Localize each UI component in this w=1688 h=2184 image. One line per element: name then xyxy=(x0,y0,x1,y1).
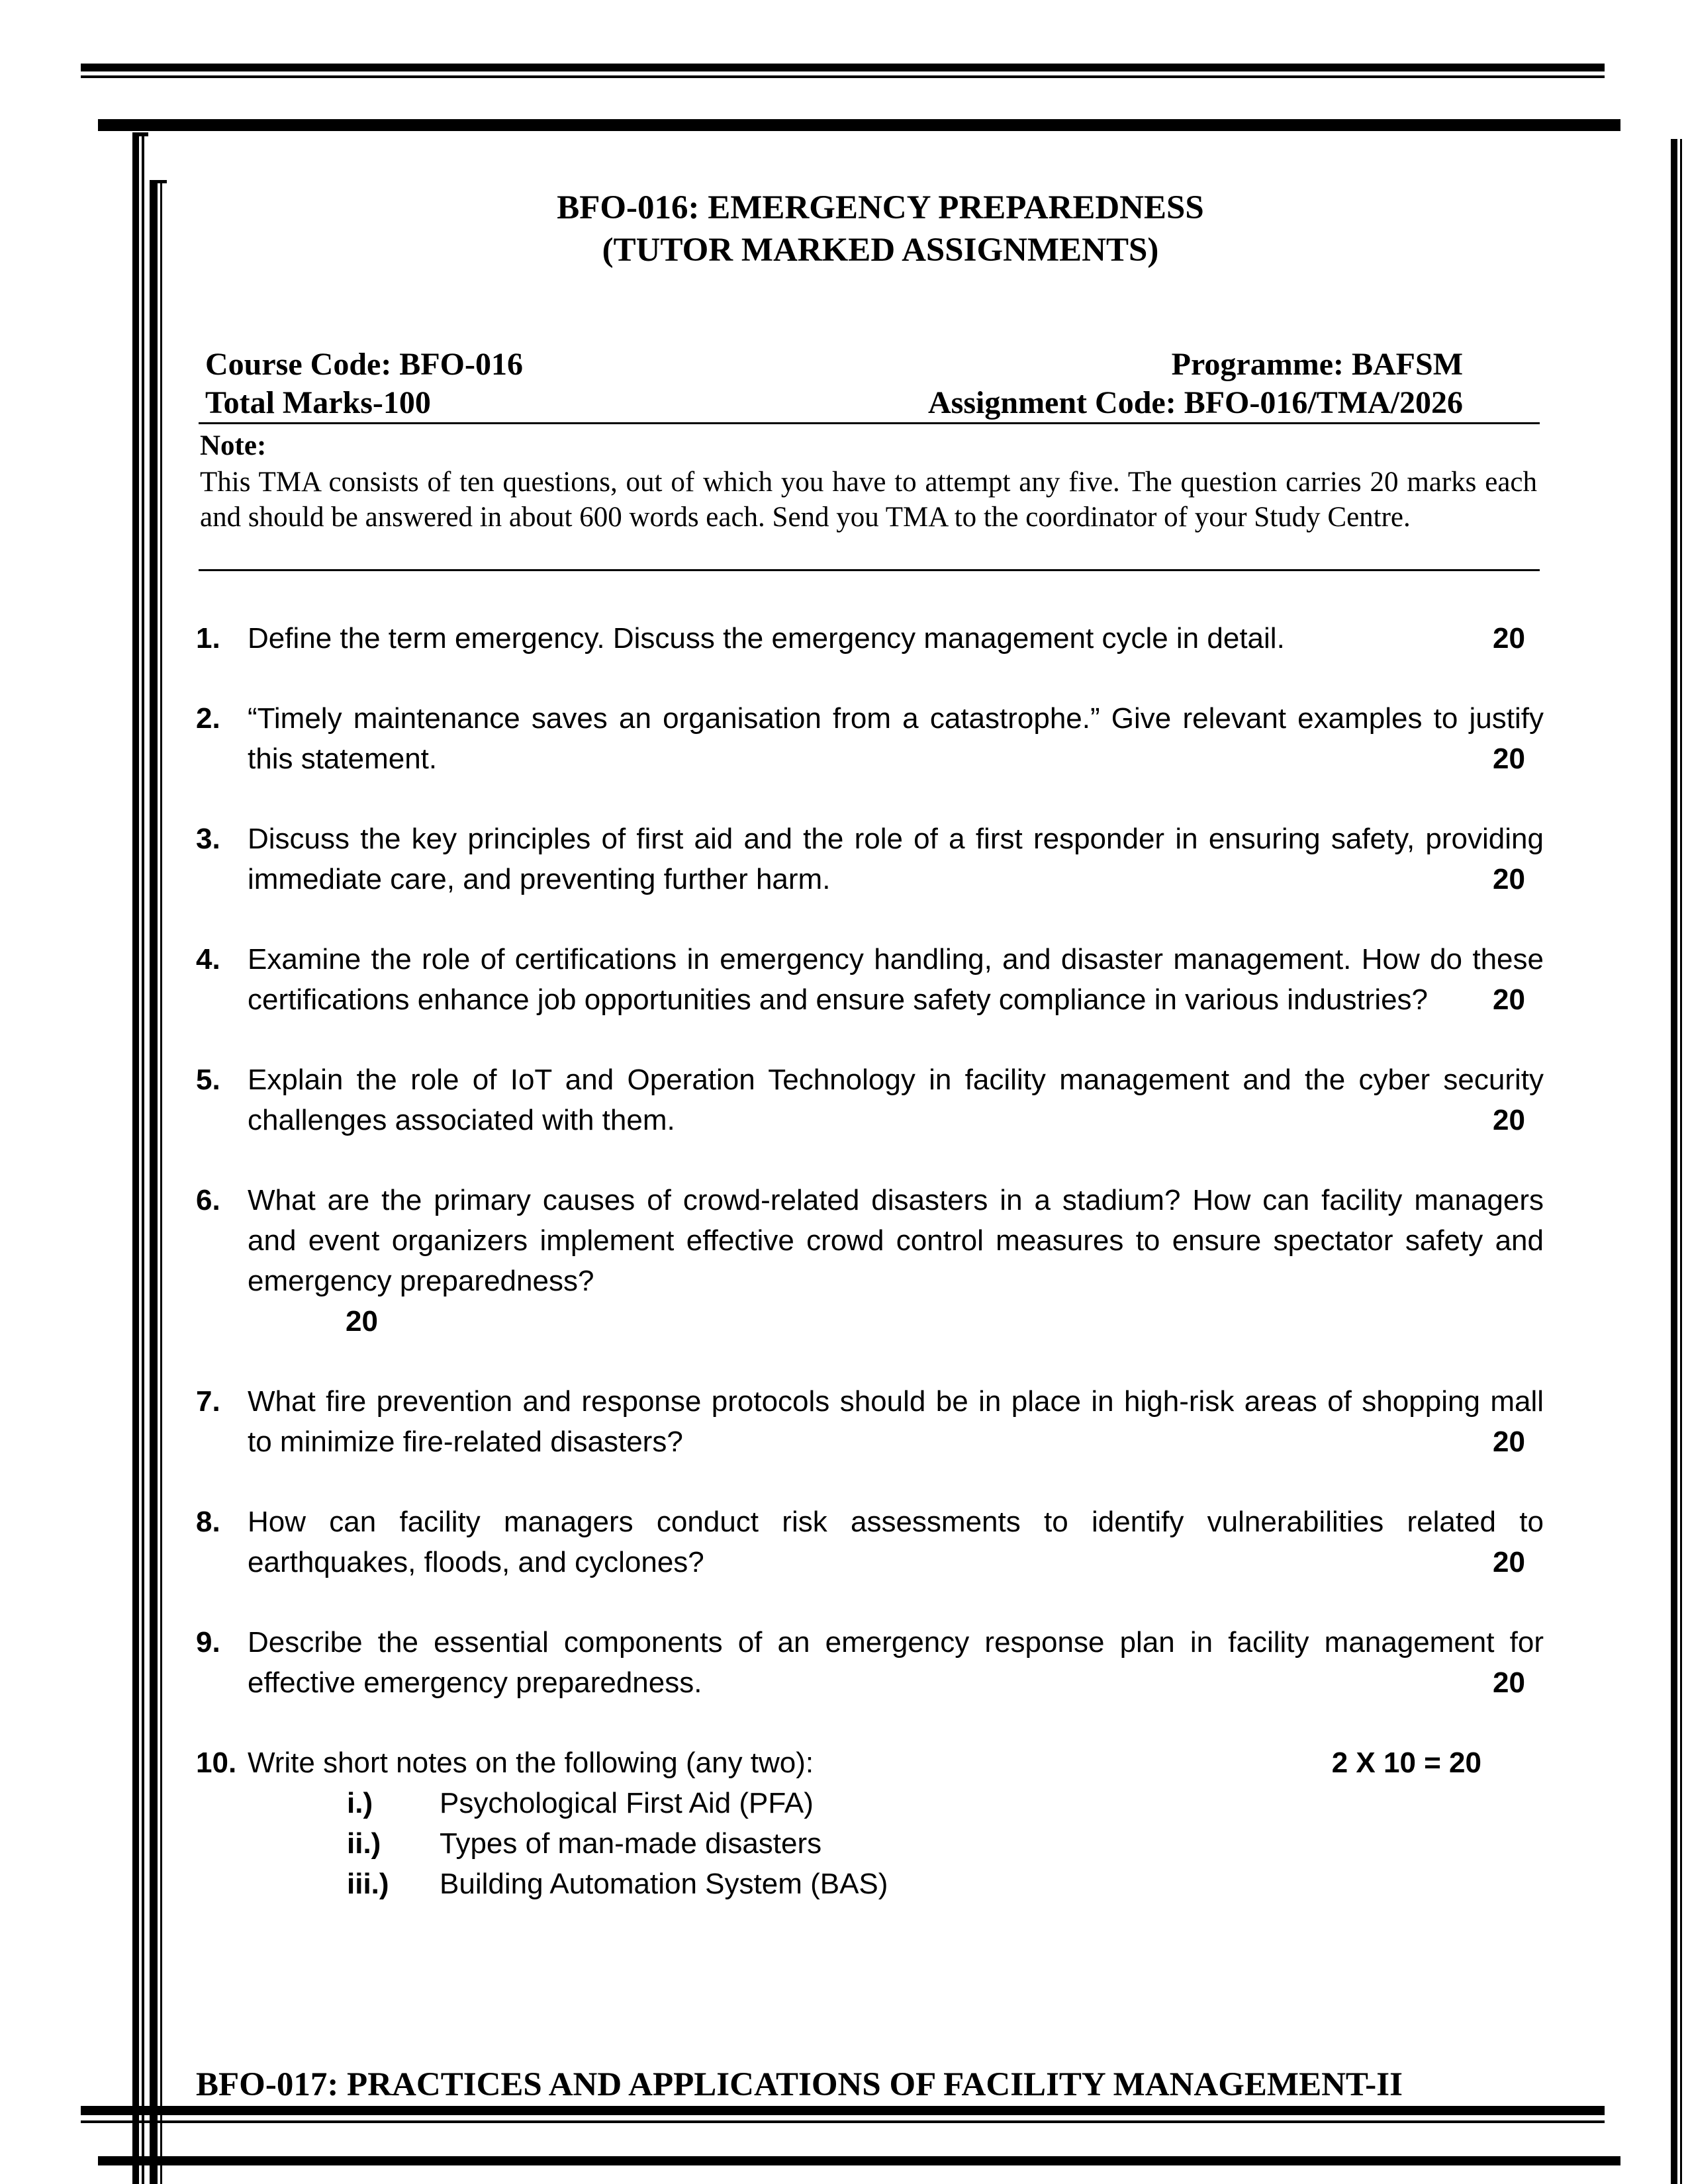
question-number: 3. xyxy=(196,823,220,855)
question-marks: 20 xyxy=(1493,1546,1525,1578)
question-3 xyxy=(196,819,1544,899)
question-text: Write short notes on the following (any two): xyxy=(248,1747,814,1779)
bottom-border-rule-thin xyxy=(81,2120,1605,2123)
question-number: 9. xyxy=(196,1626,220,1659)
sub-question-list xyxy=(248,1783,1544,1904)
next-course-title: BFO-017: PRACTICES AND APPLICATIONS OF FACILITY MANAGEMENT-II xyxy=(196,2066,1403,2103)
question-marks: 20 xyxy=(346,1305,378,1338)
question-8 xyxy=(196,1502,1544,1582)
question-text: Describe the essential components of an emergency response plan in facility management for effective emergency preparedness. xyxy=(248,1626,1544,1699)
page-title: BFO-016: EMERGENCY PREPAREDNESS xyxy=(557,189,1204,226)
question-number: 5. xyxy=(196,1064,220,1096)
question-number: 10. xyxy=(196,1747,237,1779)
sub-question xyxy=(347,1864,1544,1904)
right-border-rule xyxy=(1671,139,1677,2184)
question-6 xyxy=(196,1180,1544,1342)
question-marks: 20 xyxy=(1493,983,1525,1016)
top-border-rule-thin xyxy=(81,75,1605,78)
sub-question-number: ii.) xyxy=(347,1827,381,1860)
inner-bottom-border-rule xyxy=(98,2156,1620,2165)
bottom-border-rule xyxy=(81,2106,1605,2115)
divider xyxy=(199,569,1540,571)
sub-question-number: i.) xyxy=(347,1787,373,1819)
question-text: “Timely maintenance saves an organisation from a catastrophe.” Give relevant examples to justify this statement. xyxy=(248,702,1544,775)
question-text: How can facility managers conduct risk assessments to identify vulnerabilities related to earthquakes, floods, and cyclones? xyxy=(248,1506,1544,1578)
course-code: Course Code: BFO-016 xyxy=(205,347,523,382)
inner-top-border-rule xyxy=(98,119,1620,131)
sub-question-text: Types of man-made disasters xyxy=(440,1827,822,1860)
question-number: 8. xyxy=(196,1506,220,1538)
question-4 xyxy=(196,939,1544,1020)
question-10 xyxy=(196,1743,1544,1904)
question-marks: 2 X 10 = 20 xyxy=(1331,1747,1481,1779)
page-subtitle: (TUTOR MARKED ASSIGNMENTS) xyxy=(602,232,1159,269)
left-border-rule xyxy=(132,132,139,2184)
question-number: 6. xyxy=(196,1184,220,1216)
question-text: What fire prevention and response protocols should be in place in high-risk areas of shopping mall to minimize fire-related disasters? xyxy=(248,1385,1544,1458)
question-text: Explain the role of IoT and Operation Technology in facility management and the cyber security challenges associated with them. xyxy=(248,1064,1544,1136)
question-number: 2. xyxy=(196,702,220,735)
inner-border-corner xyxy=(150,180,167,183)
total-marks: Total Marks-100 xyxy=(205,385,431,420)
question-number: 4. xyxy=(196,943,220,976)
border-corner xyxy=(132,132,148,136)
question-marks: 20 xyxy=(1493,1104,1525,1136)
question-2 xyxy=(196,698,1544,779)
note-text: This TMA consists of ten questions, out of which you have to attempt any five. The question carries 20 marks each and should be answered in about 600 words each. Send you TMA to the coordinator of your Study Centre. xyxy=(200,467,1537,533)
assignment-code: Assignment Code: BFO-016/TMA/2026 xyxy=(928,385,1463,420)
question-text: Discuss the key principles of first aid and the role of a first responder in ensuring safety, providing immediate care, and preventing further harm. xyxy=(248,823,1544,895)
right-border-rule-thin xyxy=(1680,139,1682,2184)
question-marks: 20 xyxy=(1493,1426,1525,1458)
sub-question-text: Psychological First Aid (PFA) xyxy=(440,1787,814,1819)
question-marks: 20 xyxy=(1493,1666,1525,1699)
question-5 xyxy=(196,1060,1544,1140)
question-1 xyxy=(196,618,1544,659)
meta-row-1 xyxy=(205,345,1463,384)
meta-row-2 xyxy=(205,384,1463,422)
sub-question xyxy=(347,1783,1544,1823)
inner-left-border-rule xyxy=(150,180,158,2184)
question-9 xyxy=(196,1622,1544,1703)
question-list xyxy=(196,618,1544,1944)
divider xyxy=(199,422,1540,424)
question-marks: 20 xyxy=(1493,622,1525,655)
question-marks: 20 xyxy=(1493,743,1525,775)
question-number: 7. xyxy=(196,1385,220,1418)
programme: Programme: BAFSM xyxy=(1171,347,1463,382)
top-border-rule xyxy=(81,64,1605,71)
question-text: What are the primary causes of crowd-related disasters in a stadium? How can facility managers and event organizers implement effective crowd control measures to ensure spectator safety and emergency preparedness? xyxy=(248,1184,1544,1297)
question-number: 1. xyxy=(196,622,220,655)
document-heading xyxy=(199,187,1562,271)
question-text: Examine the role of certifications in emergency handling, and disaster management. How do these certifications enhance job opportunities and ensure safety compliance in various industries? xyxy=(248,943,1544,1016)
left-border-rule-thin xyxy=(142,132,144,2184)
question-text: Define the term emergency. Discuss the emergency management cycle in detail. xyxy=(248,622,1285,655)
question-marks: 20 xyxy=(1493,863,1525,895)
sub-question-number: iii.) xyxy=(347,1868,389,1900)
question-7 xyxy=(196,1381,1544,1462)
note-label: Note: xyxy=(200,430,267,461)
sub-question xyxy=(347,1823,1544,1864)
inner-left-border-rule-thin xyxy=(160,180,162,2184)
sub-question-text: Building Automation System (BAS) xyxy=(440,1868,888,1900)
